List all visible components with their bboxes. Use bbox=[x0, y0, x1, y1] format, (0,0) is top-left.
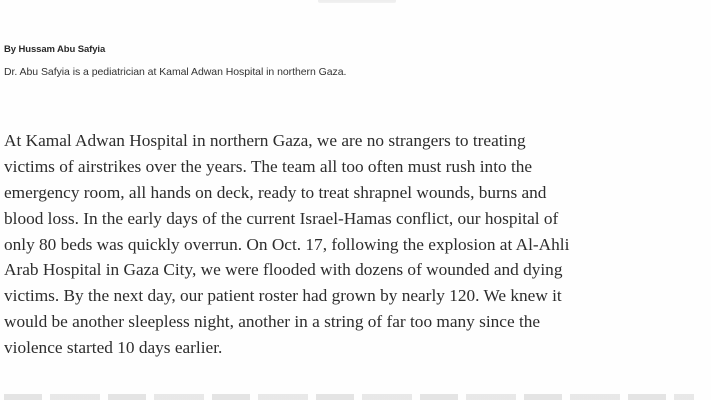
byline: By Hussam Abu Safyia bbox=[4, 44, 106, 55]
article-line-2: victims of airstrikes over the years. The team all too often must rush into the bbox=[4, 156, 533, 176]
cropped-top-fragment bbox=[318, 0, 396, 3]
article-line-3: emergency room, all hands on deck, ready to treat shrapnel wounds, burns and bbox=[4, 182, 547, 202]
article-line-7: victims. By the next day, our patient roster had grown by nearly 120. We knew it bbox=[4, 286, 562, 306]
article-line-8: would be another sleepless night, another in a string of far too many since the bbox=[4, 312, 541, 332]
cropped-next-paragraph-fragment bbox=[4, 394, 694, 400]
author-bio: Dr. Abu Safyia is a pediatrician at Kamal Adwan Hospital in northern Gaza. bbox=[4, 66, 347, 78]
article-line-4: blood loss. In the early days of the current Israel-Hamas conflict, our hospital of bbox=[4, 208, 559, 228]
article-line-6: Arab Hospital in Gaza City, we were flooded with dozens of wounded and dying bbox=[4, 260, 563, 280]
article-line-9: violence started 10 days earlier. bbox=[4, 338, 223, 358]
article-body bbox=[4, 128, 704, 361]
article-line-5: only 80 beds was quickly overrun. On Oct. 17, following the explosion at Al-Ahli bbox=[4, 234, 570, 254]
article-line-1: At Kamal Adwan Hospital in northern Gaza, we are no strangers to treating bbox=[4, 131, 526, 150]
